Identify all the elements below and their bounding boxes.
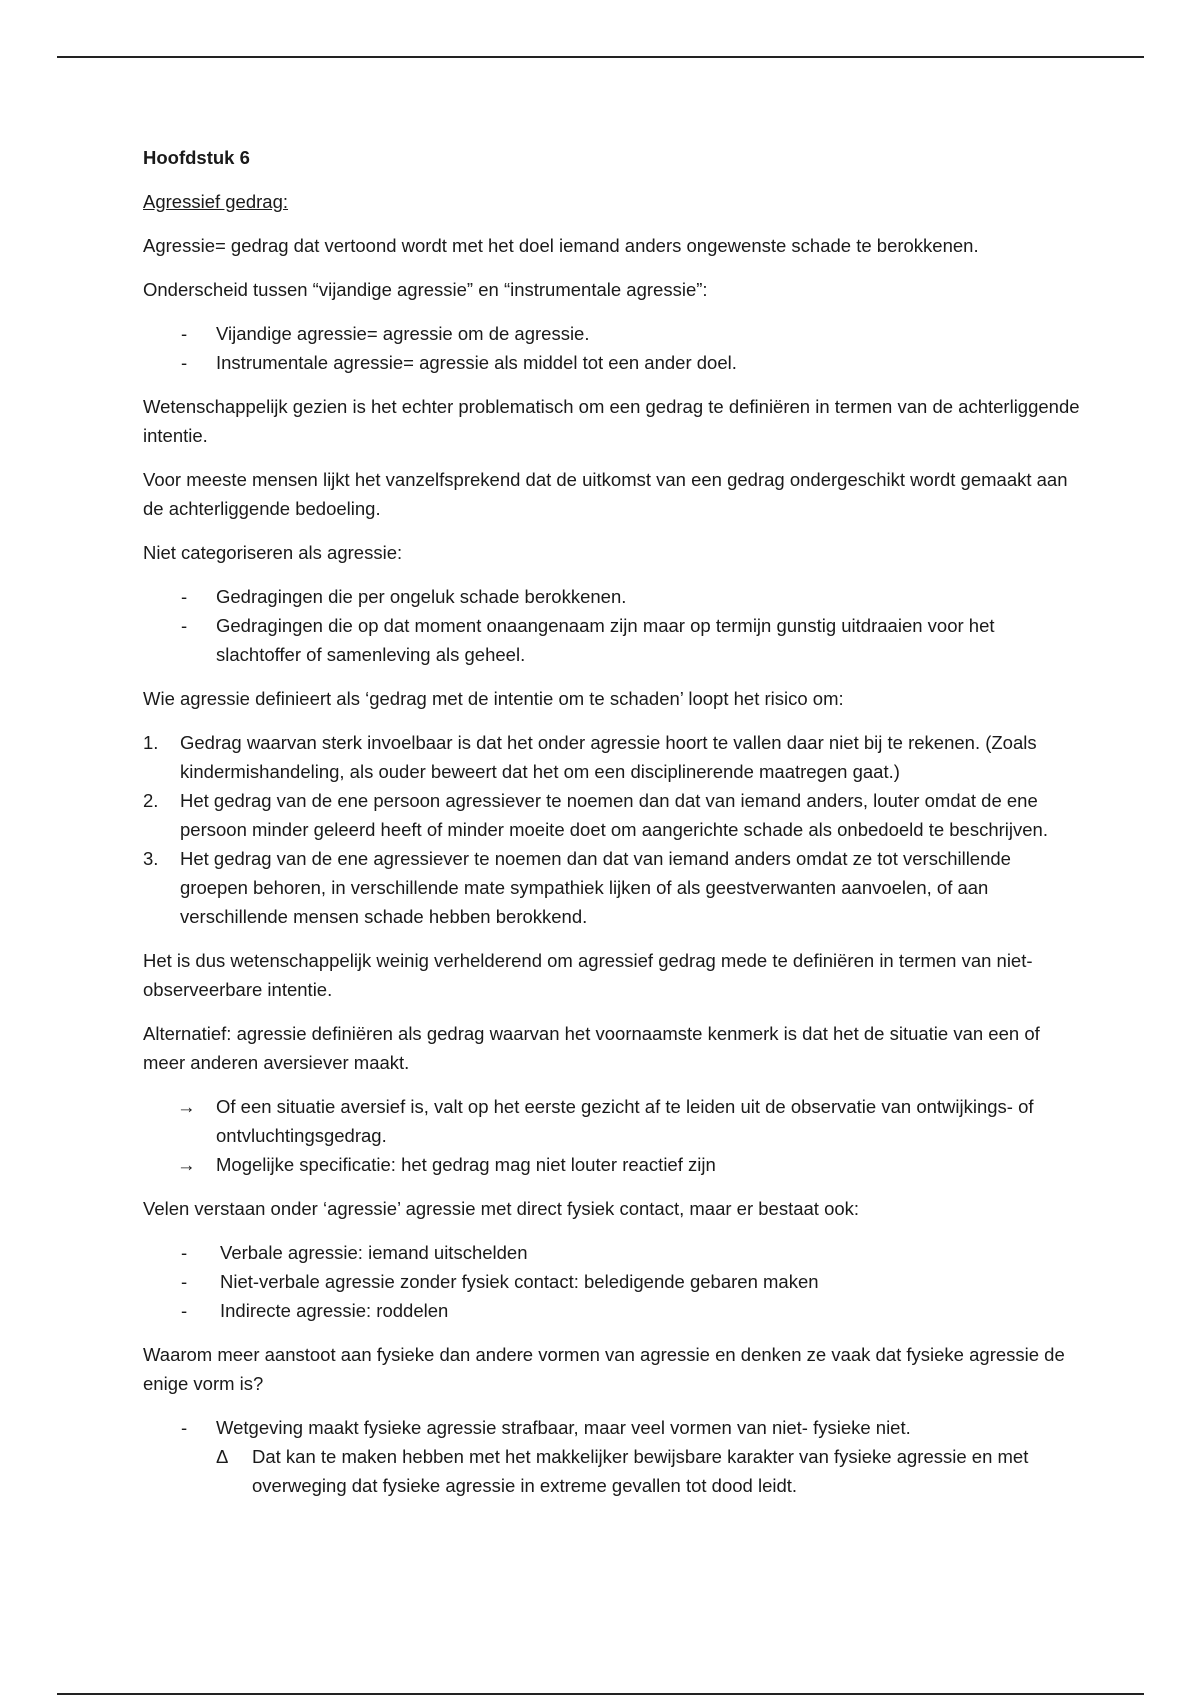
item-number: 1.: [143, 732, 159, 753]
paragraph-definition: Agressie= gedrag dat vertoond wordt met het doel iemand anders ongewenste schade te berokkenen.: [143, 235, 979, 256]
not-aggression-list: [143, 582, 1083, 669]
risk-numbered-list: [143, 728, 1083, 931]
item-text: Het gedrag van de ene persoon agressiever te noemen dan dat van iemand anders, louter omdat de ene persoon minder geleerd heeft of minder moeite doet om aangerichte schade als onbedoeld te beschrijven.: [180, 790, 1048, 840]
list-item: - Verbale agressie: iemand uitschelden: [143, 1238, 1083, 1267]
paragraph-scientific: Wetenschappelijk gezien is het echter problematisch om een gedrag te definiëren in termen van de achterliggende intentie.: [143, 396, 1080, 446]
paragraph-distinction: Onderscheid tussen “vijandige agressie” en “instrumentale agressie”:: [143, 279, 708, 300]
aggression-forms-list: [143, 1238, 1083, 1325]
alternative-arrow-list: [143, 1092, 1083, 1179]
paragraph-most-people: Voor meeste mensen lijkt het vanzelfsprekend dat de uitkomst van een gedrag ondergeschikt wordt gemaakt aan de achterliggende bedoeling.: [143, 469, 1068, 519]
sub-point-text: Dat kan te maken hebben met het makkelijker bewijsbare karakter van fysieke agressie en met overweging dat fysieke agressie in extreme gevallen tot dood leidt.: [252, 1446, 1029, 1496]
list-item: - Gedragingen die op dat moment onaangenaam zijn maar op termijn gunstig uitdraaien voor het slachtoffer of samenleving als geheel.: [143, 611, 1083, 669]
delta-sub-point: [143, 1442, 1083, 1500]
numbered-item: [143, 786, 1083, 844]
list-item: → Of een situatie aversief is, valt op het eerste gezicht af te leiden uit de observatie van ontwijkings- of ontvluchtingsgedrag.: [143, 1092, 1083, 1150]
paragraph-forms: Velen verstaan onder ‘agressie’ agressie met direct fysiek contact, maar er bestaat ook:: [143, 1198, 860, 1219]
list-item: - Gedragingen die per ongeluk schade berokkenen.: [143, 582, 1083, 611]
section-subtitle: Agressief gedrag:: [143, 191, 289, 212]
paragraph-alternative: Alternatief: agressie definiëren als gedrag waarvan het voornaamste kenmerk is dat het de situatie van een of meer anderen aversiever maakt.: [143, 1023, 1040, 1073]
paragraph-not-categorize: Niet categoriseren als agressie:: [143, 542, 403, 563]
list-item: - Wetgeving maakt fysieke agressie strafbaar, maar veel vormen van niet- fysieke niet.: [143, 1413, 1083, 1442]
list-item: - Vijandige agressie= agressie om de agressie.: [143, 319, 1083, 348]
list-item: - Niet-verbale agressie zonder fysiek contact: beledigende gebaren maken: [143, 1267, 1083, 1296]
numbered-item: [143, 728, 1083, 786]
paragraph-risk: Wie agressie definieert als ‘gedrag met de intentie om te schaden’ loopt het risico om:: [143, 688, 844, 709]
document-page: [143, 143, 1083, 1515]
item-number: 2.: [143, 790, 159, 811]
aggression-types-list: [143, 319, 1083, 377]
list-item: → Mogelijke specificatie: het gedrag mag niet louter reactief zijn: [143, 1150, 1083, 1179]
item-text: Gedrag waarvan sterk invoelbaar is dat het onder agressie hoort te vallen daar niet bij te rekenen. (Zoals kindermishandeling, als ouder beweert dat het om een disciplinerende maatregen gaat.): [180, 732, 1037, 782]
top-rule: [57, 56, 1144, 58]
list-item: - Instrumentale agressie= agressie als middel tot een ander doel.: [143, 348, 1083, 377]
legislation-list: [143, 1413, 1083, 1442]
paragraph-conclusion: Het is dus wetenschappelijk weinig verhelderend om agressief gedrag mede te definiëren in termen van niet-observeerbare intentie.: [143, 950, 1033, 1000]
chapter-heading: Hoofdstuk 6: [143, 147, 250, 168]
numbered-item: [143, 844, 1083, 931]
paragraph-question: Waarom meer aanstoot aan fysieke dan andere vormen van agressie en denken ze vaak dat fysieke agressie de enige vorm is?: [143, 1344, 1065, 1394]
item-number: 3.: [143, 848, 159, 869]
list-item: - Indirecte agressie: roddelen: [143, 1296, 1083, 1325]
delta-icon: Δ: [216, 1446, 229, 1467]
item-text: Het gedrag van de ene agressiever te noemen dan dat van iemand anders omdat ze tot verschillende groepen behoren, in verschillende mate sympathiek lijken of als geestverwanten aanvoelen, of aan verschillende mensen schade hebben berokkend.: [180, 848, 1011, 927]
bottom-rule: [57, 1693, 1144, 1695]
